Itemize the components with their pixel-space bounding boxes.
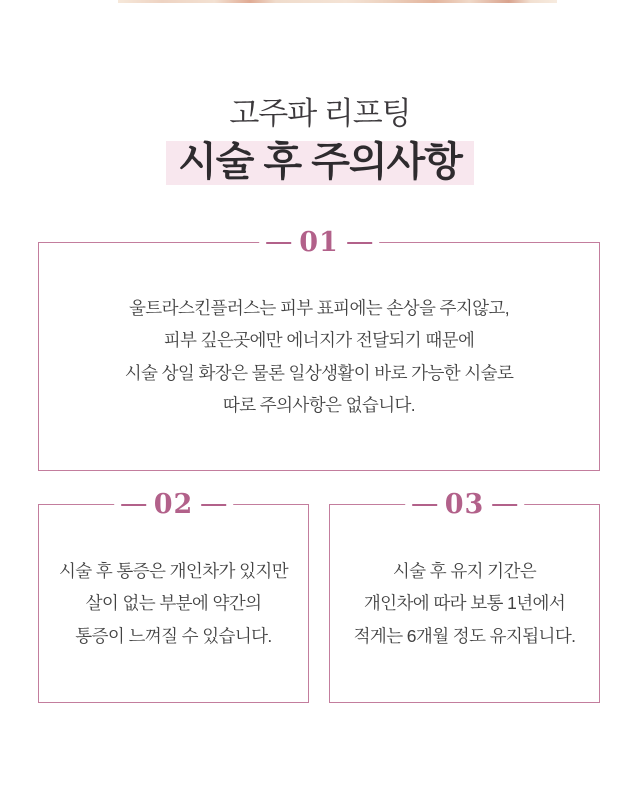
header (0, 94, 640, 185)
cropped-photo-edge (118, 0, 557, 3)
header-subtitle: 고주파 리프팅 (229, 96, 411, 131)
notice-card-02 (38, 489, 309, 703)
card-01-line: 시술 상일 화장은 물론 일상생활이 바로 가능한 시술로 (124, 362, 514, 383)
card-02-line: 시술 후 통증은 개인차가 있지만 (58, 560, 288, 581)
dash-right (492, 504, 517, 506)
card-03-number-badge (405, 490, 525, 519)
card-03-number: 03 (444, 489, 485, 520)
card-01-number: 01 (299, 227, 339, 258)
card-03-body (330, 505, 599, 702)
header-title: 시술 후 주의사항 (166, 141, 474, 185)
card-01-line: 피부 깊은곳에만 에너지가 전달되기 때문에 (163, 330, 475, 350)
card-02-number-badge (114, 490, 234, 519)
dash-left (412, 504, 437, 506)
card-01-number-badge (259, 228, 379, 257)
card-02-line: 살이 없는 부분에 약간의 (85, 593, 262, 614)
card-01-body (39, 243, 599, 470)
dash-right (201, 504, 226, 506)
dash-left (121, 504, 146, 506)
card-02-line: 통증이 느껴질 수 있습니다. (75, 625, 272, 646)
card-01-line: 울트라스킨플러스는 피부 표피에는 손상을 주지않고, (128, 297, 510, 318)
card-01-line: 따로 주의사항은 없습니다. (222, 395, 416, 415)
card-03-line: 시술 후 유지 기간은 (392, 560, 537, 581)
notice-card-03 (329, 489, 600, 703)
card-03-line: 개인차에 따라 보통 1년에서 (363, 593, 566, 614)
dash-left (266, 242, 291, 244)
card-02-body (39, 505, 308, 702)
header-title-wrap (0, 141, 640, 185)
dash-right (347, 242, 372, 244)
card-02-number: 02 (153, 489, 194, 520)
notice-card-01 (38, 227, 600, 471)
card-03-line: 적게는 6개월 정도 유지됩니다. (353, 625, 576, 646)
